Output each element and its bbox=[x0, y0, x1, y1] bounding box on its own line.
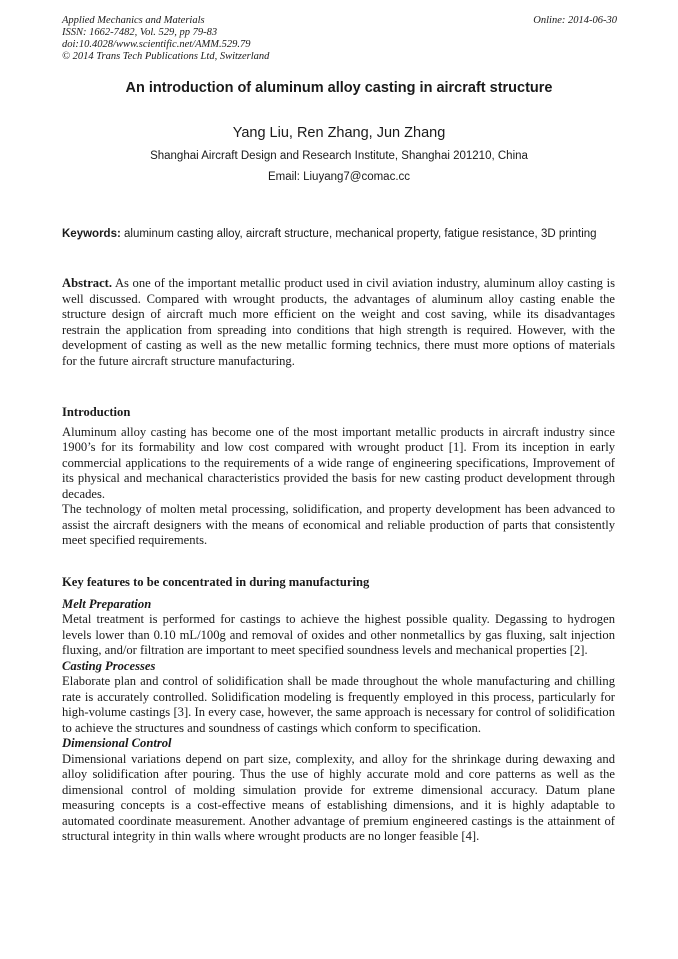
melt-preparation-text: Metal treatment is performed for castings to achieve the highest possible quality. Degassing to hydrogen levels lower than 0.10 mL/100g and removal of oxides and other nonmetallics by gas fluxing, salt injection fluxing, and/or filtration are important to meet specified soundness levels and mechanical properties [2]. bbox=[62, 612, 615, 657]
casting-processes-heading: Casting Processes bbox=[62, 658, 156, 673]
introduction-paragraph-1: Aluminum alloy casting has become one of the most important metallic products in aircraft industry since 1900’s for its formability and low cost compared with wrought product [1]. From its inception in early commercial applications to the requirements of a wide range of engineering specifications, Improvement of its physical and mechanical characteristics provided the basis for new casting product development through decades. bbox=[62, 424, 615, 501]
keywords-label: Keywords: bbox=[62, 228, 121, 240]
keywords bbox=[62, 227, 615, 242]
key-features-heading: Key features to be concentrated in during manufacturing bbox=[62, 575, 370, 589]
dimensional-control-text: Dimensional variations depend on part size, complexity, and alloy for the shrinkage during dewaxing and alloy solidification after pouring. Thus the use of highly accurate mold and core patterns as well as the dimensional control of molding simulation provide for extreme dimensional accuracy. Datum plane measuring concepts is a cost-effective means of establishing dimensions, and it is highly adaptable to automated coordinate measurement. Another advantage of premium engineered castings is the attainment of structural integrity in thin walls where wrought products are no longer feasible [4]. bbox=[62, 751, 615, 843]
melt-preparation-heading: Melt Preparation bbox=[62, 596, 152, 611]
journal-header bbox=[62, 15, 617, 63]
journal-issn: ISSN: 1662-7482, Vol. 529, pp 79-83 bbox=[62, 27, 218, 38]
introduction-paragraph-2: The technology of molten metal processing, solidification, and property development has been advanced to assist the aircraft designers with the means of economical and reliable production of parts that consistently meet specified requirements. bbox=[62, 502, 615, 547]
paper-title: An introduction of aluminum alloy casting in aircraft structure bbox=[125, 80, 553, 96]
online-date: Online: 2014-06-30 bbox=[533, 15, 617, 26]
casting-processes-text: Elaborate plan and control of solidification shall be made throughout the whole manufacturing and chilling rate is accurately controlled. Solidification modeling is frequently employed in this process, particularly for high-volume castings [3]. In every case, however, the same approach is necessary for control of solidification to achieve the structures and soundness of castings which conform to specification. bbox=[62, 674, 615, 735]
introduction-section bbox=[62, 405, 615, 549]
paper-affiliation: Shanghai Aircraft Design and Research Institute, Shanghai 201210, China bbox=[150, 150, 528, 162]
dimensional-control-heading: Dimensional Control bbox=[62, 736, 172, 750]
paper-authors: Yang Liu, Ren Zhang, Jun Zhang bbox=[232, 125, 446, 141]
journal-name: Applied Mechanics and Materials bbox=[62, 15, 205, 26]
keywords-text: aluminum casting alloy, aircraft structure, mechanical property, fatigue resistance, 3D printing bbox=[124, 228, 597, 240]
introduction-heading: Introduction bbox=[62, 405, 131, 419]
abstract-text: As one of the important metallic product used in civil aviation industry, aluminum alloy casting is well discussed. Compared with wrought products, the advantages of aluminum alloy casting enable the structure design of aircraft much more efficient on the weight and cost saving, while its disadvantages restrain the application from spreading into conditions that high strength is required. However, with the development of casting as well as the new metallic forming technics, there must more options of materials for the future aircraft structure manufacturing. bbox=[62, 276, 615, 368]
paper-email: Email: Liuyang7@comac.cc bbox=[267, 171, 411, 183]
journal-copyright: © 2014 Trans Tech Publications Ltd, Switzerland bbox=[62, 51, 270, 62]
abstract-label: Abstract. bbox=[62, 276, 113, 290]
abstract bbox=[62, 276, 615, 369]
journal-doi: doi:10.4028/www.scientific.net/AMM.529.79 bbox=[62, 39, 251, 50]
key-features-section bbox=[62, 575, 615, 845]
